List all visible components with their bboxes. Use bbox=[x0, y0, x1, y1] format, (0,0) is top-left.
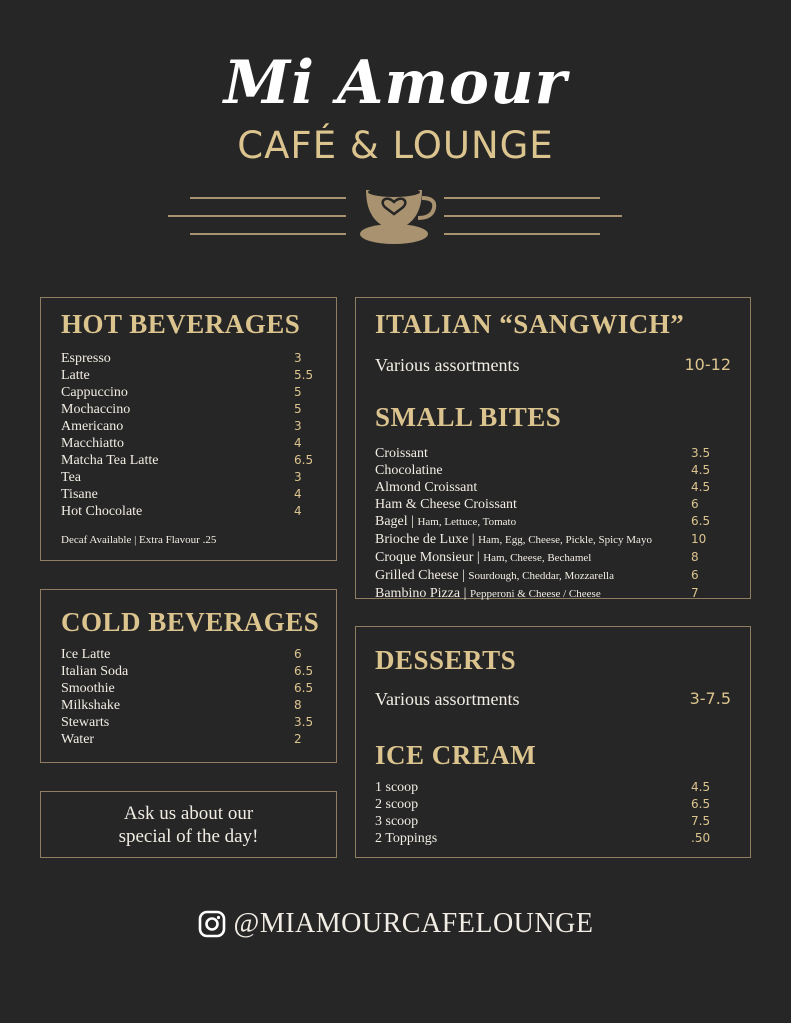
list-item: Smoothie 6.5 bbox=[61, 681, 314, 696]
list-item: Espresso 3 bbox=[61, 351, 302, 366]
sangwich-item: Various assortments 10-12 bbox=[375, 355, 731, 375]
list-item: Hot Chocolate 4 bbox=[61, 504, 302, 519]
brand-tagline: CAFÉ & LOUNGE bbox=[237, 124, 554, 167]
list-item: Bagel | Ham, Lettuce, Tomato 6.5 bbox=[375, 514, 711, 529]
list-item: Macchiatto 4 bbox=[61, 436, 302, 451]
cold-beverages-section bbox=[40, 589, 337, 763]
hot-beverages-title: HOT BEVERAGES bbox=[61, 309, 301, 339]
social-handle-row bbox=[0, 906, 791, 942]
ice-cream-list bbox=[375, 779, 731, 847]
desserts-title: DESSERTS bbox=[375, 645, 517, 675]
list-item: 2 scoop 6.5 bbox=[375, 797, 711, 812]
list-item: Cappuccino 5 bbox=[61, 385, 302, 400]
list-item: Mochaccino 5 bbox=[61, 402, 302, 417]
list-item: Ham & Cheese Croissant 6 bbox=[375, 497, 699, 512]
list-item: Water 2 bbox=[61, 732, 302, 747]
cold-beverages-list bbox=[61, 646, 316, 748]
list-item: Americano 3 bbox=[61, 419, 302, 434]
small-bites-title: SMALL BITES bbox=[375, 402, 562, 432]
hot-beverages-section bbox=[40, 297, 337, 561]
list-item: Ice Latte 6 bbox=[61, 647, 302, 662]
list-item: Latte 5.5 bbox=[61, 368, 314, 383]
special-of-the-day bbox=[40, 791, 337, 858]
list-item: Matcha Tea Latte 6.5 bbox=[61, 453, 314, 468]
social-handle[interactable]: @MIAMOURCAFELOUNGE bbox=[233, 908, 594, 939]
list-item: Chocolatine 4.5 bbox=[375, 463, 711, 478]
list-item: Croque Monsieur | Ham, Cheese, Bechamel 8 bbox=[375, 550, 699, 565]
sandwich-smallbites-section bbox=[355, 297, 751, 599]
small-bites-list bbox=[375, 445, 731, 603]
hot-beverages-list bbox=[61, 350, 316, 520]
list-item: Almond Croissant 4.5 bbox=[375, 480, 711, 495]
hot-beverages-note: Decaf Available | Extra Flavour .25 bbox=[61, 534, 217, 546]
list-item: Grilled Cheese | Sourdough, Cheddar, Mozzarella 6 bbox=[375, 568, 699, 583]
list-item: Milkshake 8 bbox=[61, 698, 302, 713]
list-item: Tisane 4 bbox=[61, 487, 302, 502]
instagram-icon[interactable] bbox=[198, 910, 226, 938]
desserts-item: Various assortments 3-7.5 bbox=[375, 689, 731, 709]
list-item: 2 Toppings .50 bbox=[375, 831, 711, 846]
ice-cream-title: ICE CREAM bbox=[375, 740, 537, 770]
list-item: Brioche de Luxe | Ham, Egg, Cheese, Pickle, Spicy Mayo 10 bbox=[375, 532, 707, 547]
list-item: Stewarts 3.5 bbox=[61, 715, 314, 730]
list-item: Tea 3 bbox=[61, 470, 302, 485]
list-item: 1 scoop 4.5 bbox=[375, 780, 711, 795]
cold-beverages-title: COLD BEVERAGES bbox=[61, 607, 320, 637]
list-item: Italian Soda 6.5 bbox=[61, 664, 314, 679]
list-item: Bambino Pizza | Pepperoni & Cheese / Cheese 7 bbox=[375, 586, 699, 601]
list-item: Croissant 3.5 bbox=[375, 446, 711, 461]
sangwich-title: ITALIAN “SANGWICH” bbox=[375, 309, 685, 339]
brand-name: Mi Amour bbox=[223, 48, 568, 118]
special-line-1: Ask us about our bbox=[123, 802, 254, 824]
desserts-icecream-section bbox=[355, 626, 751, 858]
coffee-cup-heart-icon bbox=[160, 180, 630, 252]
list-item: 3 scoop 7.5 bbox=[375, 814, 711, 829]
special-line-2: special of the day! bbox=[118, 825, 259, 847]
